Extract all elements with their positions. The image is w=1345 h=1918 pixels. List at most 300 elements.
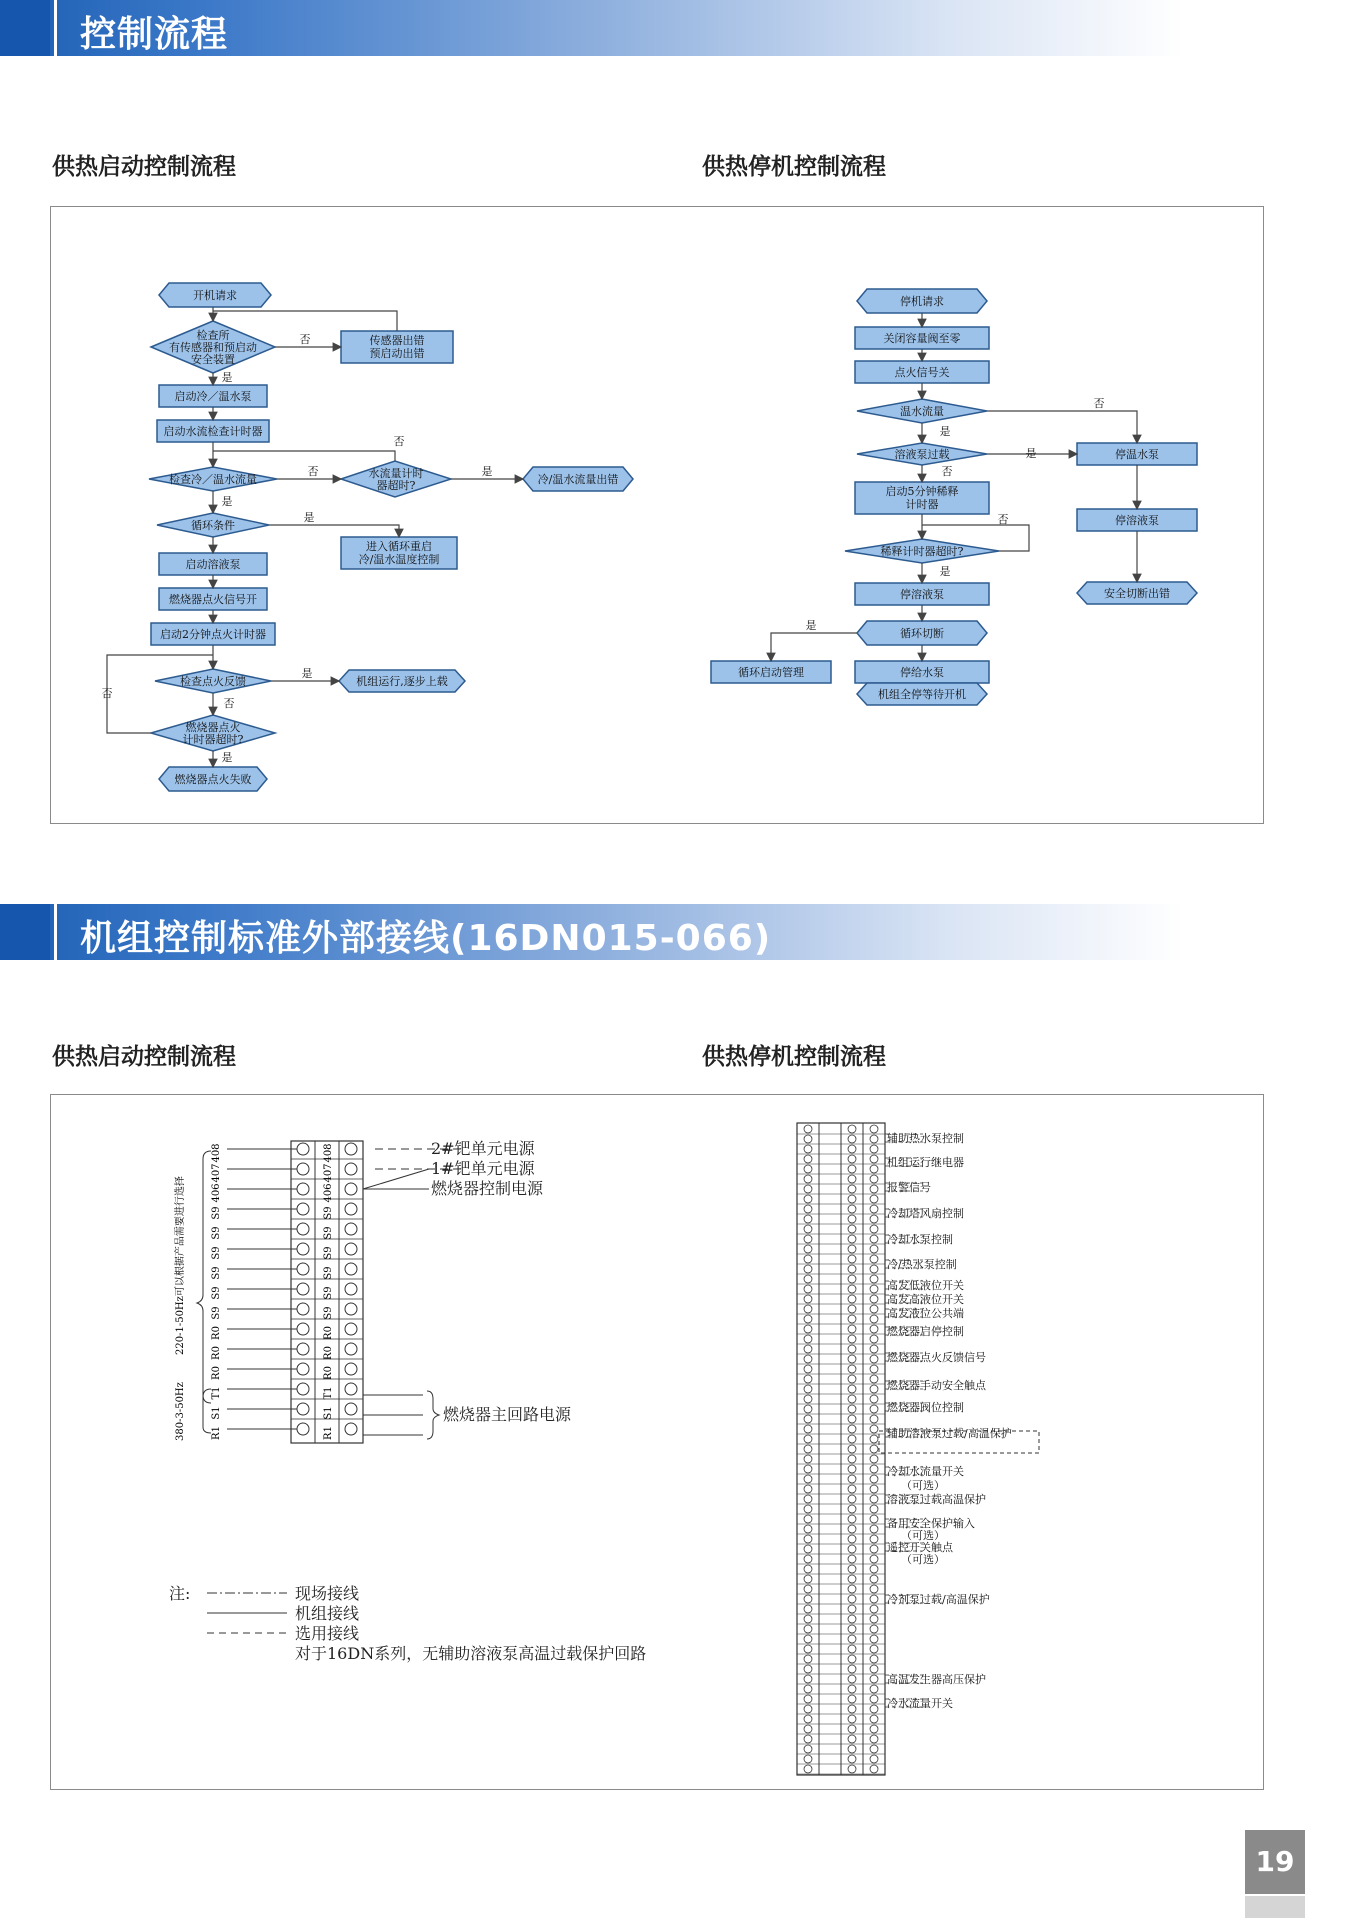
- section-banner-1: [0, 0, 1345, 56]
- wiring-right-label: 高发高液位开关: [887, 1293, 964, 1306]
- terminal-circle: [848, 1165, 856, 1173]
- terminal-circle: [804, 1525, 812, 1533]
- terminal-circle: [870, 1755, 878, 1763]
- terminal-left-label: R0: [211, 1346, 222, 1360]
- label-yes-8: 是: [1025, 447, 1037, 460]
- label-yes-2: 是: [481, 465, 493, 478]
- terminal-circle: [848, 1495, 856, 1503]
- wiring-right-label: 冷却水泵控制: [887, 1233, 953, 1246]
- terminal-circle: [848, 1735, 856, 1743]
- terminal-circle: [297, 1263, 309, 1275]
- terminal-circle: [870, 1455, 878, 1463]
- check-sensors-label-2: 有传感器和预启动: [169, 341, 257, 354]
- terminal-circle: [297, 1303, 309, 1315]
- terminal-circle: [848, 1535, 856, 1543]
- terminal-circle: [804, 1645, 812, 1653]
- terminal-left-label: T1: [211, 1386, 222, 1400]
- ignite-timer-label: 启动2分钟点火计时器: [160, 628, 266, 641]
- wiring-right-label: 燃烧器阀位控制: [887, 1401, 964, 1414]
- label-yes-1: 是: [221, 371, 233, 384]
- terminal-circle: [870, 1155, 878, 1163]
- terminal-circle: [804, 1715, 812, 1723]
- terminal-circle: [848, 1225, 856, 1233]
- terminal-circle: [848, 1315, 856, 1323]
- terminal-circle: [870, 1525, 878, 1533]
- terminal-circle: [345, 1243, 357, 1255]
- terminal-circle: [804, 1275, 812, 1283]
- terminal-col-label: 406: [323, 1183, 334, 1203]
- terminal-circle: [848, 1285, 856, 1293]
- terminal-circle: [804, 1475, 812, 1483]
- terminal-circle: [870, 1695, 878, 1703]
- terminal-circle: [345, 1223, 357, 1235]
- terminal-circle: [848, 1555, 856, 1563]
- terminal-circle: [870, 1585, 878, 1593]
- terminal-circle: [848, 1685, 856, 1693]
- terminal-circle: [848, 1705, 856, 1713]
- terminal-circle: [345, 1363, 357, 1375]
- terminal-circle: [848, 1255, 856, 1263]
- terminal-circle: [804, 1395, 812, 1403]
- terminal-circle: [870, 1505, 878, 1513]
- terminal-circle: [848, 1635, 856, 1643]
- terminal-circle: [848, 1295, 856, 1303]
- check-ignite-label: 检查点火反馈: [180, 675, 246, 688]
- terminal-left-label: 406: [211, 1183, 222, 1203]
- check-sensors-label-3: 安全装置: [191, 353, 235, 366]
- ignite-on-label: 燃烧器点火信号开: [169, 593, 257, 606]
- terminal-circle: [848, 1515, 856, 1523]
- terminal-circle: [297, 1423, 309, 1435]
- terminal-circle: [870, 1685, 878, 1693]
- stop-solution-label: 停溶液泵: [900, 588, 944, 601]
- terminal-circle: [804, 1425, 812, 1433]
- terminal-circle: [804, 1765, 812, 1773]
- label-no-4: 否: [101, 687, 113, 700]
- terminal-circle: [804, 1355, 812, 1363]
- terminal-circle: [848, 1155, 856, 1163]
- terminal-circle: [848, 1675, 856, 1683]
- terminal-circle: [848, 1395, 856, 1403]
- terminal-circle: [804, 1735, 812, 1743]
- stop-warm-pump-label: 停温水泵: [1115, 448, 1159, 461]
- vertical-note-220: 220-1-50Hz可以根据产品需要进行选择: [175, 1176, 186, 1355]
- terminal-circle: [804, 1225, 812, 1233]
- terminal-circle: [870, 1345, 878, 1353]
- terminal-circle: [870, 1475, 878, 1483]
- wiring-right-label: 高温发生器高压保护: [887, 1673, 986, 1686]
- wiring-right-label: 机组运行继电器: [887, 1156, 964, 1169]
- terminal-circle: [848, 1135, 856, 1143]
- terminal-circle: [804, 1605, 812, 1613]
- terminal-circle: [848, 1765, 856, 1773]
- label-yes-5: 是: [301, 667, 313, 680]
- terminal-circle: [297, 1243, 309, 1255]
- terminal-circle: [804, 1725, 812, 1733]
- terminal-circle: [297, 1323, 309, 1335]
- terminal-circle: [297, 1283, 309, 1295]
- wiring-right-label: 冷却水流量开关: [887, 1465, 964, 1478]
- check-sensors-label-1: 检查所: [196, 329, 230, 342]
- terminal-circle: [848, 1125, 856, 1133]
- terminal-circle: [297, 1203, 309, 1215]
- terminal-circle: [848, 1545, 856, 1553]
- terminal-circle: [870, 1735, 878, 1743]
- cycle-cond-label: 循环条件: [191, 519, 235, 532]
- terminal-circle: [870, 1645, 878, 1653]
- terminal-circle: [870, 1275, 878, 1283]
- terminal-circle: [870, 1195, 878, 1203]
- banner-divider: [54, 904, 57, 960]
- terminal-circle: [848, 1615, 856, 1623]
- cycle-restart-label-2: 冷/温水温度控制: [358, 553, 440, 566]
- ignite-timeout-label-1: 燃烧器点火: [185, 721, 241, 734]
- terminal-circle: [870, 1255, 878, 1263]
- wiring-right-label: （可选）: [901, 1479, 945, 1492]
- terminal-circle: [297, 1403, 309, 1415]
- terminal-circle: [345, 1383, 357, 1395]
- terminal-circle: [870, 1655, 878, 1663]
- terminal-circle: [848, 1645, 856, 1653]
- start-pump-label: 启动冷／温水泵: [174, 390, 252, 403]
- terminal-col-label: S9: [323, 1226, 334, 1240]
- terminal-circle: [804, 1685, 812, 1693]
- terminal-circle: [804, 1285, 812, 1293]
- flow-timeout-label-1: 水流量计时: [368, 467, 424, 480]
- terminal-left-label: R0: [211, 1326, 222, 1340]
- wiring-right-label: 辅助溶液泵过载/高温保护: [887, 1427, 1012, 1440]
- terminal-circle: [804, 1305, 812, 1313]
- terminal-circle: [848, 1335, 856, 1343]
- terminal-col-label: R0: [323, 1366, 334, 1380]
- wiring-right-label: 冷却塔风扇控制: [887, 1207, 964, 1220]
- terminal-circle: [870, 1445, 878, 1453]
- start-solution-pump-label: 启动溶液泵: [185, 558, 241, 571]
- terminal-circle: [848, 1345, 856, 1353]
- terminal-circle: [870, 1535, 878, 1543]
- terminal-left-label: 408: [211, 1143, 222, 1163]
- flow-timeout-label-2: 器超时?: [376, 479, 416, 492]
- terminal-circle: [848, 1505, 856, 1513]
- terminal-circle: [297, 1383, 309, 1395]
- terminal-left-label: S9: [211, 1226, 222, 1240]
- terminal-circle: [804, 1505, 812, 1513]
- terminal-circle: [848, 1475, 856, 1483]
- terminal-circle: [870, 1495, 878, 1503]
- terminal-circle: [870, 1635, 878, 1643]
- terminal-circle: [848, 1575, 856, 1583]
- note-field-wiring: 现场接线: [295, 1584, 360, 1603]
- terminal-circle: [870, 1725, 878, 1733]
- terminal-circle: [848, 1435, 856, 1443]
- wiring-right-label: 备用安全保护输入: [887, 1517, 975, 1530]
- safety-cut-label: 安全切断出错: [1104, 587, 1170, 600]
- terminal-circle: [804, 1535, 812, 1543]
- wiring-right-label: 燃烧器点火反馈信号: [887, 1351, 986, 1364]
- terminal-circle: [848, 1415, 856, 1423]
- terminal-circle: [345, 1323, 357, 1335]
- label-no-2: 否: [393, 435, 405, 448]
- section-title-2: 机组控制标准外部接线(16DN015-066): [80, 918, 772, 959]
- terminal-circle: [848, 1695, 856, 1703]
- terminal-col-label: S1: [323, 1406, 334, 1420]
- terminal-circle: [804, 1635, 812, 1643]
- terminal-circle: [804, 1335, 812, 1343]
- label-no-5: 否: [223, 697, 235, 710]
- terminal-circle: [848, 1385, 856, 1393]
- wiring-right-label: 燃烧器启停控制: [887, 1325, 964, 1338]
- terminal-circle: [870, 1125, 878, 1133]
- subtitle-wiring-left: 供热启动控制流程: [52, 1044, 236, 1070]
- terminal-circle: [848, 1215, 856, 1223]
- start-node-label: 开机请求: [193, 289, 237, 302]
- terminal-col-label: S9: [323, 1246, 334, 1260]
- terminal-circle: [870, 1625, 878, 1633]
- terminal-circle: [848, 1745, 856, 1753]
- terminal-circle: [870, 1715, 878, 1723]
- terminal-circle: [804, 1435, 812, 1443]
- terminal-circle: [848, 1655, 856, 1663]
- label-no-7: 否: [941, 465, 953, 478]
- wiring-right-label: 燃烧器手动安全触点: [887, 1379, 986, 1392]
- terminal-circle: [804, 1345, 812, 1353]
- check-flow-label: 检查冷／温水流量: [169, 473, 257, 486]
- section-title-1: 控制流程: [80, 14, 229, 55]
- label-yes-6: 是: [221, 751, 233, 764]
- terminal-circle: [848, 1275, 856, 1283]
- terminal-circle: [804, 1755, 812, 1763]
- wiring-right-label: （可选）: [901, 1553, 945, 1566]
- wiring-right-label: 冷/热水泵控制: [887, 1258, 957, 1271]
- terminal-circle: [870, 1205, 878, 1213]
- terminal-circle: [804, 1265, 812, 1273]
- terminal-circle: [848, 1245, 856, 1253]
- label-no-3: 否: [307, 465, 319, 478]
- stop-node-label: 停机请求: [900, 295, 944, 308]
- terminal-circle: [804, 1575, 812, 1583]
- terminal-circle: [870, 1615, 878, 1623]
- flow-error-label: 冷/温水流量出错: [537, 473, 619, 486]
- terminal-circle: [870, 1485, 878, 1493]
- terminal-circle: [848, 1665, 856, 1673]
- cycle-manage-label: 循环启动管理: [738, 666, 804, 679]
- terminal-circle: [870, 1675, 878, 1683]
- terminal-circle: [848, 1405, 856, 1413]
- terminal-circle: [345, 1283, 357, 1295]
- label-yes-4: 是: [303, 511, 315, 524]
- terminal-circle: [345, 1203, 357, 1215]
- banner-divider: [54, 0, 57, 56]
- terminal-circle: [848, 1185, 856, 1193]
- terminal-circle: [870, 1765, 878, 1773]
- label-no-1: 否: [299, 333, 311, 346]
- page-number-strip: [1245, 1896, 1305, 1918]
- terminal-circle: [870, 1385, 878, 1393]
- terminal-circle: [297, 1363, 309, 1375]
- terminal-circle: [804, 1145, 812, 1153]
- sensor-error-label-2: 预启动出错: [369, 347, 425, 360]
- terminal-circle: [848, 1175, 856, 1183]
- terminal-circle: [870, 1705, 878, 1713]
- terminal-col-label: T1: [323, 1386, 334, 1400]
- terminal-circle: [804, 1295, 812, 1303]
- terminal-left-label: 407: [211, 1163, 222, 1183]
- terminal-circle: [870, 1355, 878, 1363]
- terminal-circle: [804, 1595, 812, 1603]
- label-yes-9: 是: [939, 565, 951, 578]
- terminal-circle: [804, 1125, 812, 1133]
- note-16dn: 对于16DN系列，无辅助溶液泵高温过载保护回路: [295, 1644, 647, 1663]
- terminal-left-label: S9: [211, 1306, 222, 1320]
- terminal-circle: [848, 1375, 856, 1383]
- note-optional-wiring: 选用接线: [295, 1624, 360, 1643]
- terminal-circle: [870, 1215, 878, 1223]
- terminal-circle: [848, 1195, 856, 1203]
- wiring-label-burner-main: 燃烧器主回路电源: [443, 1405, 572, 1424]
- terminal-circle: [297, 1223, 309, 1235]
- terminal-circle: [870, 1225, 878, 1233]
- terminal-left-label: R1: [211, 1426, 222, 1440]
- terminal-left-label: S9: [211, 1286, 222, 1300]
- terminal-circle: [804, 1245, 812, 1253]
- terminal-circle: [870, 1575, 878, 1583]
- terminal-circle: [848, 1365, 856, 1373]
- terminal-left-label: S9: [211, 1246, 222, 1260]
- terminal-circle: [804, 1165, 812, 1173]
- terminal-circle: [804, 1315, 812, 1323]
- terminal-circle: [345, 1143, 357, 1155]
- label-no-6: 否: [1093, 397, 1105, 410]
- terminal-circle: [848, 1625, 856, 1633]
- terminal-col-label: S9: [323, 1266, 334, 1280]
- terminal-circle: [804, 1615, 812, 1623]
- terminal-circle: [848, 1445, 856, 1453]
- terminal-circle: [345, 1343, 357, 1355]
- terminal-circle: [848, 1595, 856, 1603]
- terminal-circle: [804, 1375, 812, 1383]
- wiring-right-label: 溶液泵过载高温保护: [887, 1493, 986, 1506]
- unit-stop-label: 机组全停等待开机: [878, 688, 966, 701]
- terminal-circle: [345, 1183, 357, 1195]
- terminal-circle: [804, 1515, 812, 1523]
- terminal-col-label: R0: [323, 1346, 334, 1360]
- terminal-circle: [848, 1305, 856, 1313]
- terminal-circle: [870, 1185, 878, 1193]
- terminal-circle: [345, 1423, 357, 1435]
- terminal-circle: [870, 1395, 878, 1403]
- wiring-label-2-pd: 2#钯单元电源: [431, 1139, 535, 1158]
- wiring-right-label: 辅助热水泵控制: [887, 1132, 964, 1145]
- terminal-circle: [870, 1565, 878, 1573]
- terminal-circle: [804, 1625, 812, 1633]
- terminal-col-label: S9: [323, 1306, 334, 1320]
- terminal-circle: [804, 1175, 812, 1183]
- sensor-error-label-1: 传感器出错: [369, 334, 425, 347]
- terminal-left-label: R0: [211, 1366, 222, 1380]
- terminal-circle: [870, 1515, 878, 1523]
- subtitle-stop-flow: 供热停机控制流程: [702, 154, 886, 180]
- terminal-circle: [804, 1365, 812, 1373]
- flowchart-box: [50, 206, 1264, 824]
- terminal-circle: [804, 1155, 812, 1163]
- dilute-timer-label-2: 计时器: [905, 498, 939, 511]
- terminal-circle: [870, 1165, 878, 1173]
- terminal-circle: [804, 1555, 812, 1563]
- label-no-8: 否: [997, 513, 1009, 526]
- terminal-circle: [848, 1235, 856, 1243]
- terminal-circle: [870, 1145, 878, 1153]
- terminal-circle: [870, 1245, 878, 1253]
- terminal-circle: [870, 1415, 878, 1423]
- cycle-restart-label-1: 进入循环重启: [366, 540, 432, 553]
- terminal-circle: [297, 1143, 309, 1155]
- ignite-off-label: 点火信号关: [894, 366, 950, 379]
- page-number: 19: [1245, 1830, 1305, 1894]
- ignite-timeout-label-2: 计时器超时?: [182, 733, 244, 746]
- terminal-circle: [870, 1305, 878, 1313]
- terminal-left-label: S9: [211, 1206, 222, 1220]
- terminal-circle: [804, 1385, 812, 1393]
- ignite-fail-label: 燃烧器点火失败: [174, 773, 252, 786]
- notes-prefix: 注:: [169, 1584, 191, 1603]
- terminal-col-label: 408: [323, 1143, 334, 1163]
- terminal-circle: [804, 1495, 812, 1503]
- wiring-right-label: 冷剂泵过载/高温保护: [887, 1593, 990, 1606]
- terminal-col-label: 407: [323, 1163, 334, 1183]
- wiring-label-burner-ctrl: 燃烧器控制电源: [431, 1179, 544, 1198]
- terminal-circle: [870, 1285, 878, 1293]
- dilute-timeout-label: 稀释计时器超时?: [880, 545, 964, 558]
- terminal-circle: [804, 1485, 812, 1493]
- label-yes-3: 是: [221, 495, 233, 508]
- terminal-circle: [870, 1335, 878, 1343]
- terminal-circle: [848, 1455, 856, 1463]
- stop-feed-pump-label: 停给水泵: [900, 666, 944, 679]
- terminal-col-label: S9: [323, 1206, 334, 1220]
- terminal-circle: [870, 1745, 878, 1753]
- terminal-circle: [870, 1595, 878, 1603]
- terminal-circle: [804, 1205, 812, 1213]
- terminal-circle: [804, 1325, 812, 1333]
- terminal-left-label: S1: [211, 1406, 222, 1420]
- terminal-circle: [345, 1263, 357, 1275]
- terminal-circle: [345, 1303, 357, 1315]
- wiring-svg: [51, 1095, 1263, 1789]
- terminal-col-label: R0: [323, 1326, 334, 1340]
- section-banner-2: [0, 904, 1345, 960]
- run-unit-label: 机组运行,逐步上载: [356, 675, 448, 688]
- terminal-circle: [848, 1205, 856, 1213]
- terminal-circle: [804, 1655, 812, 1663]
- terminal-circle: [870, 1465, 878, 1473]
- terminal-circle: [345, 1403, 357, 1415]
- terminal-circle: [804, 1745, 812, 1753]
- terminal-circle: [804, 1585, 812, 1593]
- stop-solution-pump2-label: 停溶液泵: [1115, 514, 1159, 527]
- terminal-circle: [870, 1435, 878, 1443]
- terminal-circle: [804, 1675, 812, 1683]
- terminal-circle: [848, 1485, 856, 1493]
- terminal-circle: [804, 1565, 812, 1573]
- terminal-circle: [848, 1265, 856, 1273]
- wiring-right-label: 高发低液位开关: [887, 1279, 964, 1292]
- label-yes-7: 是: [939, 425, 951, 438]
- terminal-circle: [345, 1163, 357, 1175]
- terminal-col-label: S9: [323, 1286, 334, 1300]
- flow-timer-label: 启动水流检查计时器: [163, 425, 263, 438]
- wiring-label-1-pd: 1#钯单元电源: [431, 1159, 535, 1178]
- terminal-circle: [848, 1725, 856, 1733]
